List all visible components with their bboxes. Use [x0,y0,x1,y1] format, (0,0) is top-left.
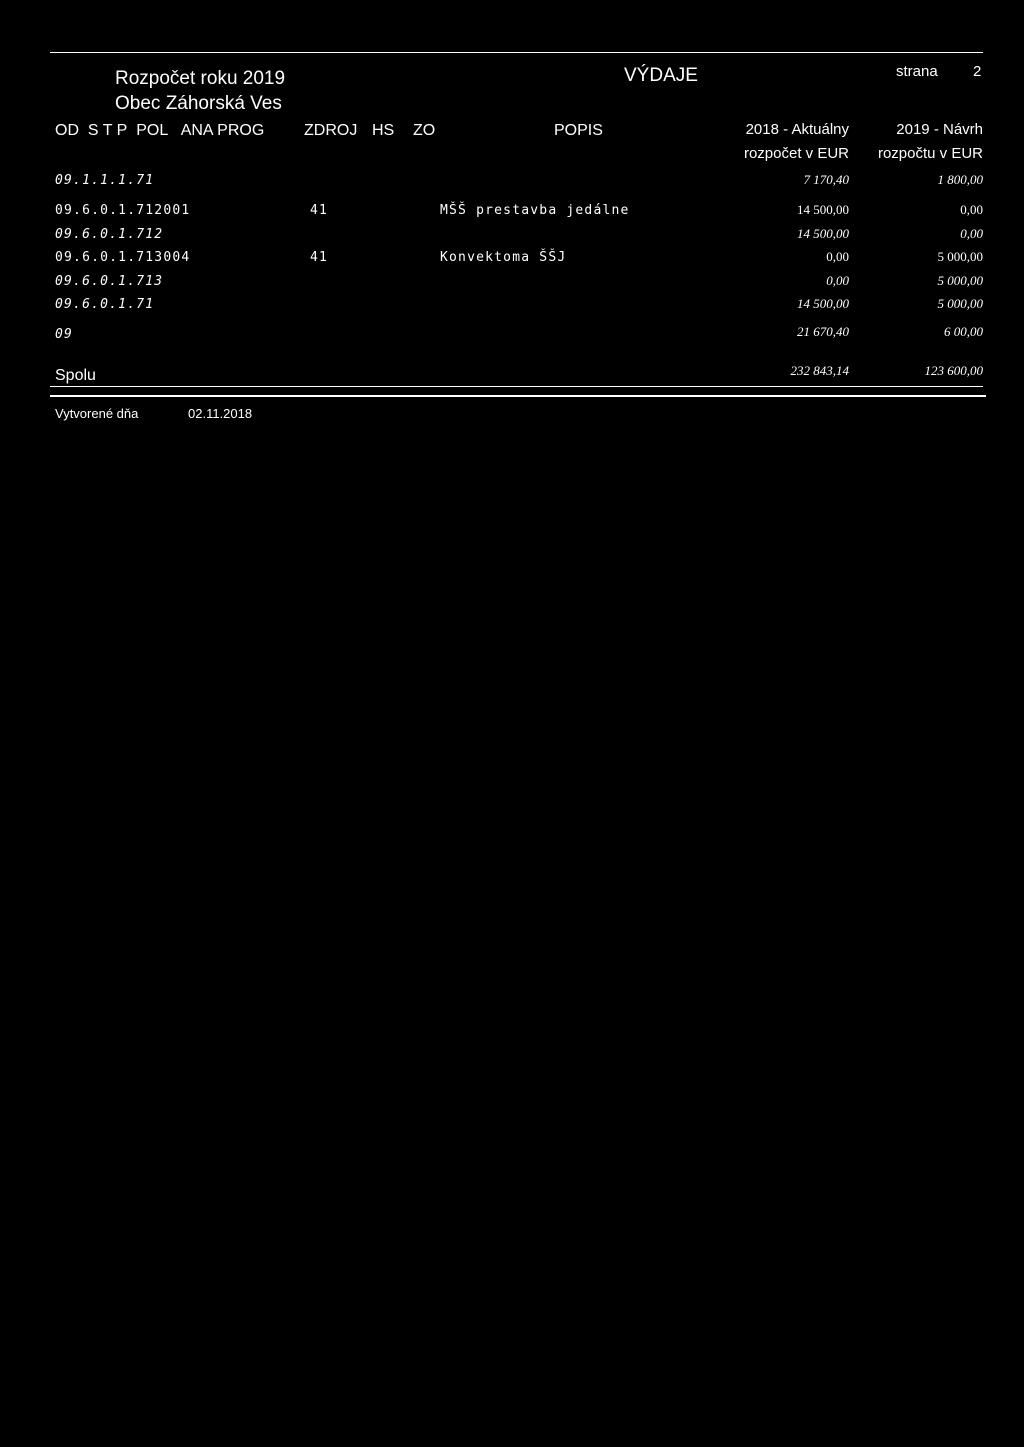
row-2018-value: 14 500,00 [797,202,849,217]
row-2019-value: 0,00 [960,202,983,217]
col-pol: POL [136,122,169,139]
row-code: 09 [55,327,74,342]
row-source: 41 [310,203,329,218]
row-2019-value: 5 000,00 [937,296,983,311]
municipality-name: Obec Záhorská Ves [115,93,282,114]
col-2019-line1: 2019 - Návrh [896,121,983,138]
total-2019-value: 123 600,00 [924,363,983,378]
row-2019-value: 5 000,00 [937,249,983,264]
col-2019-line2: rozpočtu v EUR [877,145,983,162]
row-code: 09.6.0.1.713 [55,274,164,289]
row-2018-value: 0,00 [826,249,849,264]
col-ana: ANA [180,122,213,139]
row-2019-value: 5 000,00 [937,273,983,288]
col-zo: ZO [413,122,436,139]
row-code: 09.6.0.1.712 [55,227,164,242]
row-2019-value: 6 00,00 [944,324,983,339]
row-2019-value: 1 800,00 [937,172,983,187]
col-t: T [102,122,113,139]
row-code: 09.6.0.1.713004 [55,250,191,265]
row-2018-value: 0,00 [826,273,849,288]
total-2018-value: 232 843,14 [790,363,849,378]
bottom-rule-thin [50,386,983,387]
col-2018-line1: 2018 - Aktuálny [745,121,849,138]
report-title: Rozpočet roku 2019 [115,68,286,89]
row-2019-value: 0,00 [960,226,983,241]
col-s: S [87,122,99,139]
col-hs: HS [372,122,395,139]
row-description: Konvektoma ŠŠJ [440,250,567,265]
row-code: 09.6.0.1.71 [55,297,155,312]
row-code: 09.1.1.1.71 [55,173,155,188]
page-number: 2 [973,63,982,80]
row-2018-value: 7 170,40 [803,172,849,187]
page-label: strana [896,63,938,80]
row-2018-value: 21 670,40 [797,324,849,339]
row-2018-value: 14 500,00 [797,296,849,311]
row-2018-value: 14 500,00 [797,226,849,241]
top-rule [50,52,983,53]
col-2018-line2: rozpočet v EUR [743,145,849,162]
created-label: Vytvorené dňa [55,406,139,421]
col-p: P [116,122,128,139]
section-title: VÝDAJE [624,65,698,86]
created-date: 02.11.2018 [188,406,253,421]
bottom-rule-thick [50,395,986,397]
column-headers [55,122,264,140]
row-source: 41 [310,250,329,265]
col-popis: POPIS [554,122,603,139]
col-prog: PROG [217,122,265,139]
row-description: MŠŠ prestavba jedálne [440,203,630,218]
row-code: 09.6.0.1.712001 [55,203,191,218]
col-zdroj: ZDROJ [304,122,358,139]
col-od: OD [55,122,79,139]
total-label: Spolu [55,367,96,384]
